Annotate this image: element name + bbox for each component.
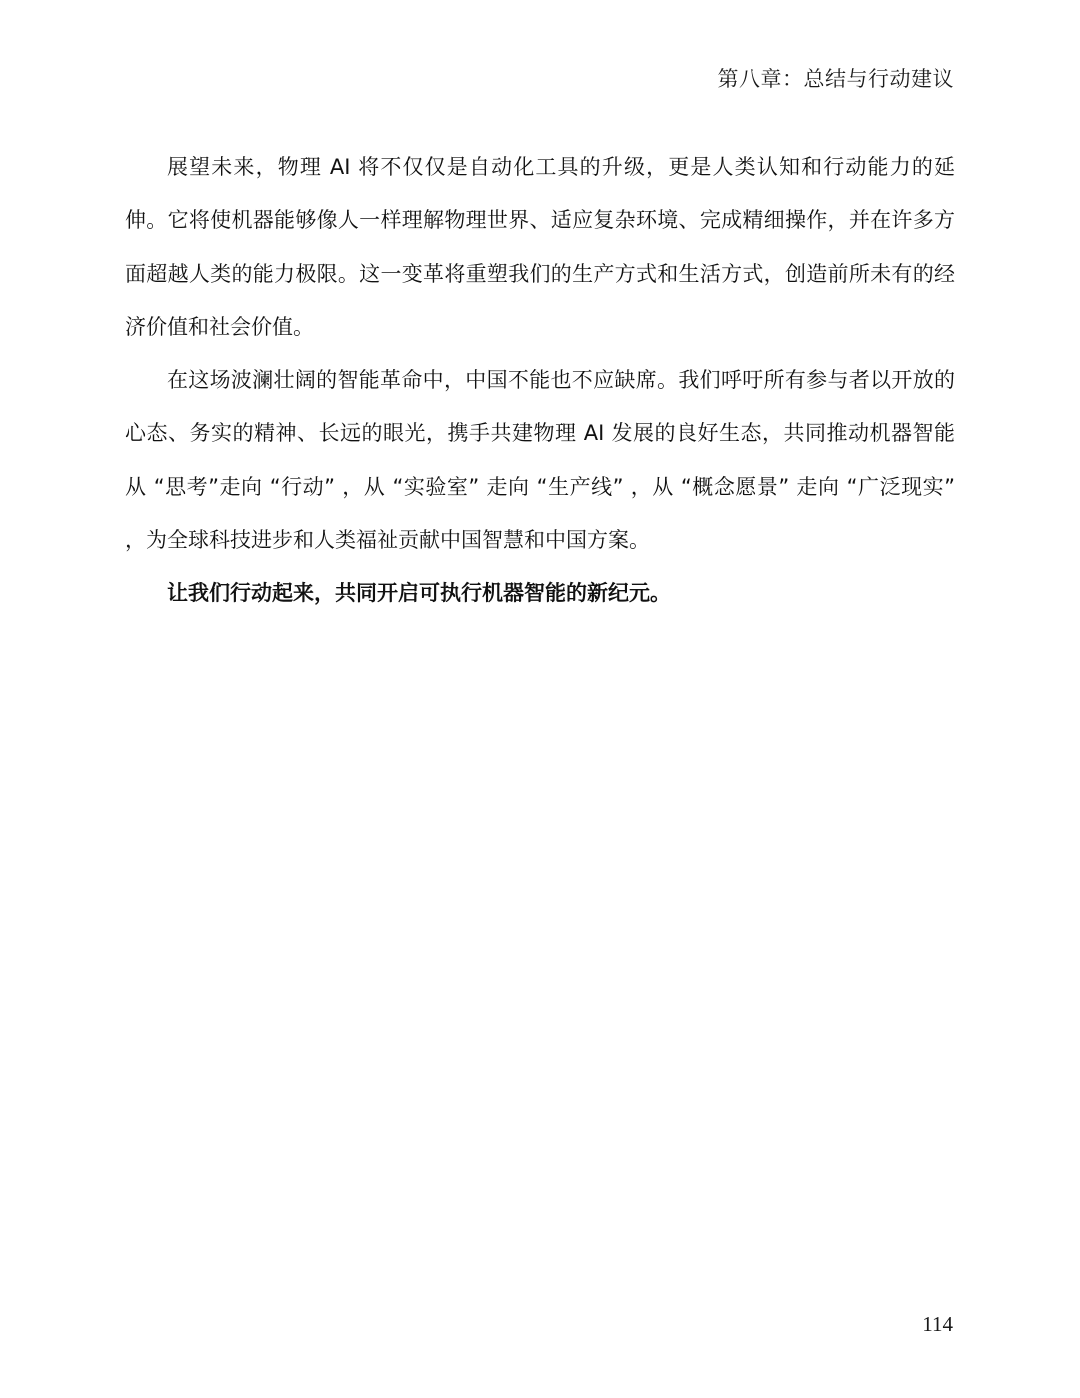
body-paragraph-call-to-action: 在这场波澜壮阔的智能革命中，中国不能也不应缺席。我们呼吁所有参与者以开放的心态、务实的精神、长远的眼光，携手共建物理 AI 发展的良好生态，共同推动机器智能从 “思考”走向 “行动” ，从 “实验室” 走向 “生产线” ，从 “概念愿景” 走向 “广泛现实” ，为全球科技进步和人类福祉贡献中国智慧和中国方案。 xyxy=(125,368,955,553)
page-number: 114 xyxy=(922,1312,953,1336)
page-body xyxy=(125,141,955,621)
body-paragraph-future-outlook: 展望未来，物理 AI 将不仅仅是自动化工具的升级，更是人类认知和行动能力的延伸。它将使机器能够像人一样理解物理世界、适应复杂环境、完成精细操作，并在许多方面超越人类的能力极限。这一变革将重塑我们的生产方式和生活方式，创造前所未有的经济价值和社会价值。 xyxy=(125,155,955,339)
body-paragraph-closing-statement: 让我们行动起来，共同开启可执行机器智能的新纪元。 xyxy=(167,581,671,606)
page-header-chapter-title: 第八章：总结与行动建议 xyxy=(717,67,954,91)
